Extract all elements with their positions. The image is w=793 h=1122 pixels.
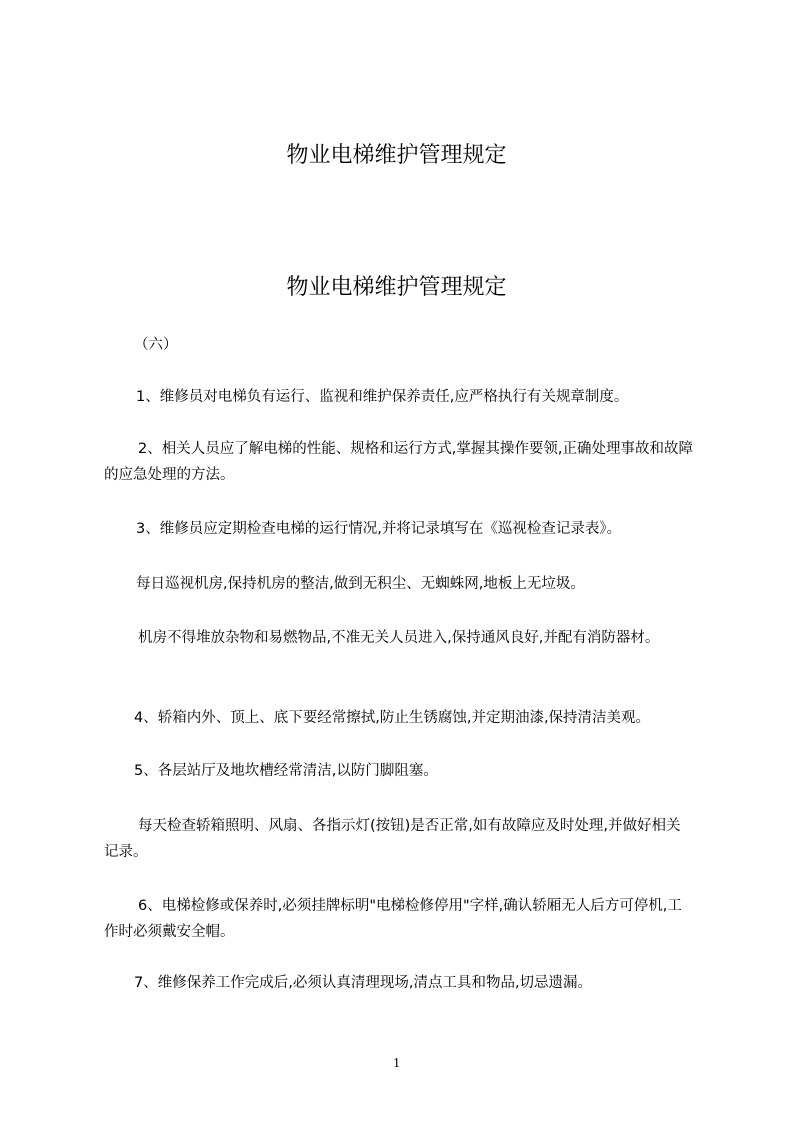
paragraph-1: 1、维修员对电梯负有运行、监视和维护保养责任,应严格执行有关规章制度。 (136, 389, 629, 405)
paragraph-daily-check: 每天检查轿箱照明、风扇、各指示灯(按钮)是否正常,如有故障应及时处理,并做好相关记录。 (104, 818, 681, 860)
section-marker: （六） (134, 337, 178, 353)
paragraph-7: 7、维修保养工作完成后,必须认真清理现场,清点工具和物品,切忌遗漏。 (134, 975, 593, 991)
paragraph-daily-inspection: 每日巡视机房,保持机房的整洁,做到无积尘、无蜘蛛网,地板上无垃圾。 (136, 576, 585, 592)
page-number: 1 (393, 1056, 400, 1071)
paragraph-machine-room: 机房不得堆放杂物和易燃物品,不准无关人员进入,保持通风良好,并配有消防器材。 (138, 630, 660, 646)
paragraph-4: 4、轿箱内外、顶上、底下要经常擦拭,防止生锈腐蚀,并定期油漆,保持清洁美观。 (134, 710, 651, 726)
paragraph-6: 6、电梯检修或保养时,必须挂牌标明"电梯检修停用"字样,确认轿厢无人后方可停机,工作时必须戴安全帽。 (104, 898, 682, 940)
paragraph-2: 2、相关人员应了解电梯的性能、规格和运行方式,掌握其操作要领,正确处理事故和故障的应急处理的方法。 (104, 441, 693, 483)
paragraph-3: 3、维修员应定期检查电梯的运行情况,并将记录填写在《巡视检查记录表》。 (136, 521, 622, 537)
paragraph-5: 5、各层站厅及地坎槽经常清洁,以防门脚阻塞。 (134, 763, 438, 779)
document-title: 物业电梯维护管理规定 (286, 143, 507, 168)
document-subtitle: 物业电梯维护管理规定 (286, 275, 507, 300)
